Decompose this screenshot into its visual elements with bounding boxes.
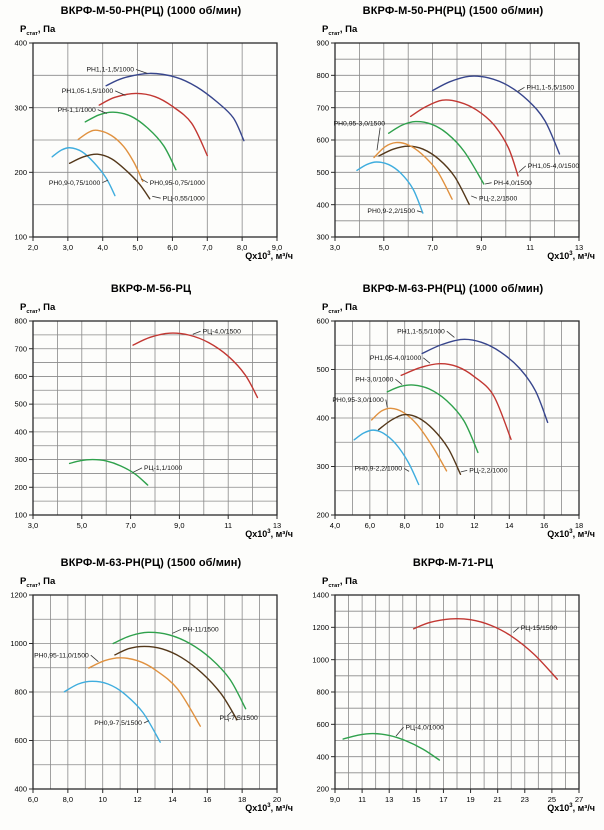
svg-text:РН0,95-3,0/1500: РН0,95-3,0/1500 (333, 120, 386, 128)
svg-text:14: 14 (505, 521, 514, 530)
svg-text:400: 400 (316, 413, 329, 423)
y-axis-label: $Р_{стат}$, Па (322, 576, 358, 589)
svg-text:16: 16 (203, 795, 212, 804)
svg-text:600: 600 (316, 719, 329, 729)
svg-text:300: 300 (316, 462, 329, 472)
chart-title: ВКРФ-М-50-РН(РЦ) (1000 об/мин) (60, 5, 242, 17)
svg-text:10: 10 (435, 521, 444, 530)
y-axis-label: $Р_{стат}$, Па (20, 302, 56, 315)
svg-text:500: 500 (14, 399, 27, 409)
svg-text:18: 18 (574, 521, 584, 530)
x-axis-label: $Qx10^3$, м³/ч (547, 803, 595, 813)
svg-text:1000: 1000 (10, 639, 27, 649)
svg-text:3,0: 3,0 (27, 521, 39, 530)
svg-text:400: 400 (14, 784, 27, 794)
svg-text:РН1,05-4,0/1000: РН1,05-4,0/1000 (369, 355, 422, 363)
svg-text:6,0: 6,0 (364, 521, 376, 530)
svg-text:400: 400 (14, 427, 27, 437)
svg-text:800: 800 (316, 687, 329, 697)
svg-text:23: 23 (520, 795, 529, 804)
x-axis-label: $Qx10^3$, м³/ч (245, 803, 293, 813)
svg-text:РН0,95-3,0/1000: РН0,95-3,0/1000 (332, 396, 384, 404)
chart-canvas-vkrf-m-63-rn-rc-1500 (0, 552, 302, 814)
svg-text:РЦ-1,1/1000: РЦ-1,1/1000 (144, 465, 183, 473)
x-axis-label: $Qx10^3$, м³/ч (547, 529, 595, 539)
svg-text:4,0: 4,0 (97, 243, 108, 252)
svg-text:3,0: 3,0 (62, 243, 74, 252)
chart-canvas-vkrf-m-63-rn-rc-1000 (302, 278, 604, 540)
svg-text:12: 12 (133, 795, 142, 804)
svg-text:9,0: 9,0 (329, 795, 341, 804)
svg-text:25: 25 (547, 795, 557, 804)
svg-text:400: 400 (316, 200, 329, 210)
svg-text:РН-3,0/1000: РН-3,0/1000 (355, 376, 394, 384)
chart-canvas-vkrf-m-71-rc (302, 552, 604, 814)
svg-text:21: 21 (493, 795, 502, 804)
y-axis-label: $Р_{стат}$, Па (322, 302, 358, 315)
svg-text:7,0: 7,0 (202, 243, 213, 252)
svg-text:РЦ-2,2/1500: РЦ-2,2/1500 (478, 195, 518, 203)
svg-text:15: 15 (412, 795, 421, 804)
svg-text:19: 19 (466, 795, 475, 804)
svg-text:200: 200 (14, 482, 27, 492)
svg-text:200: 200 (316, 510, 329, 520)
svg-text:500: 500 (316, 167, 329, 177)
svg-text:11: 11 (224, 521, 233, 530)
svg-text:100: 100 (14, 510, 27, 520)
chart-vkrf-m-63-rn-rc-1500 (0, 552, 302, 830)
svg-text:11: 11 (526, 243, 535, 252)
chart-title: ВКРФ-М-56-РЦ (110, 283, 192, 295)
svg-text:РН0,9-2,2/1500: РН0,9-2,2/1500 (367, 208, 416, 216)
svg-text:7,0: 7,0 (427, 243, 438, 252)
y-axis-label: $Р_{стат}$, Па (20, 24, 56, 37)
svg-text:РН-1,1/1000: РН-1,1/1000 (57, 106, 96, 114)
chart-title: ВКРФ-М-50-РН(РЦ) (1500 об/мин) (362, 5, 544, 17)
x-axis-label: $Qx10^3$, м³/ч (245, 529, 293, 539)
svg-text:6,0: 6,0 (27, 795, 39, 804)
svg-text:РН-11/1500: РН-11/1500 (182, 626, 219, 634)
svg-text:1400: 1400 (312, 590, 329, 600)
chart-title: ВКРФ-М-63-РН(РЦ) (1500 об/мин) (60, 557, 242, 569)
svg-text:2,0: 2,0 (27, 243, 39, 252)
svg-text:7,0: 7,0 (125, 521, 136, 530)
y-axis-label: $Р_{стат}$, Па (20, 576, 56, 589)
svg-text:9,0: 9,0 (174, 521, 185, 530)
svg-text:РЦ-2,2/1000: РЦ-2,2/1000 (469, 467, 508, 475)
svg-text:13: 13 (272, 521, 282, 530)
svg-text:РН1,05-1,5/1000: РН1,05-1,5/1000 (61, 88, 114, 96)
svg-text:5,0: 5,0 (132, 243, 143, 252)
chart-canvas-vkrf-m-56-rc (0, 278, 302, 540)
svg-text:10: 10 (98, 795, 107, 804)
svg-text:13: 13 (574, 243, 584, 252)
svg-text:РН0,95-0,75/1000: РН0,95-0,75/1000 (149, 179, 205, 187)
svg-text:РН-4,0/1500: РН-4,0/1500 (493, 179, 532, 187)
svg-text:РЦ-0,55/1000: РЦ-0,55/1000 (162, 195, 205, 203)
svg-text:600: 600 (14, 372, 27, 382)
svg-text:800: 800 (316, 70, 329, 80)
svg-text:700: 700 (14, 344, 27, 354)
svg-text:300: 300 (14, 455, 27, 465)
svg-text:РН1,1-5,5/1500: РН1,1-5,5/1500 (526, 84, 575, 92)
chart-vkrf-m-63-rn-rc-1000 (302, 278, 604, 552)
svg-text:200: 200 (316, 784, 329, 794)
svg-text:3,0: 3,0 (329, 243, 341, 252)
svg-text:400: 400 (316, 752, 329, 762)
svg-text:9,0: 9,0 (271, 243, 283, 252)
svg-text:РН1,1-1,5/1000: РН1,1-1,5/1000 (86, 66, 135, 74)
svg-text:16: 16 (539, 521, 549, 530)
svg-text:800: 800 (14, 316, 27, 326)
svg-text:РН0,9-0,75/1000: РН0,9-0,75/1000 (48, 179, 101, 187)
svg-text:200: 200 (14, 167, 27, 177)
svg-text:5,0: 5,0 (378, 243, 390, 252)
svg-text:6,0: 6,0 (167, 243, 178, 252)
svg-text:РЦ-4,0/1500: РЦ-4,0/1500 (202, 328, 241, 336)
chart-canvas-vkrf-m-50-rn-rc-1000 (0, 0, 302, 262)
svg-text:4,0: 4,0 (329, 521, 341, 530)
svg-text:РЦ-7,5/1500: РЦ-7,5/1500 (219, 715, 258, 723)
svg-text:5,0: 5,0 (76, 521, 88, 530)
svg-text:11: 11 (358, 795, 367, 804)
svg-text:300: 300 (316, 232, 329, 242)
svg-text:700: 700 (316, 103, 329, 113)
svg-text:9,0: 9,0 (476, 243, 487, 252)
svg-text:600: 600 (316, 135, 329, 145)
svg-text:1200: 1200 (312, 622, 329, 632)
svg-text:РН1,1-5,5/1000: РН1,1-5,5/1000 (397, 328, 445, 336)
svg-text:РЦ-4,0/1000: РЦ-4,0/1000 (405, 724, 444, 732)
svg-text:РЦ-15/1500: РЦ-15/1500 (520, 624, 558, 632)
svg-text:500: 500 (316, 365, 329, 375)
svg-text:20: 20 (272, 795, 282, 804)
chart-vkrf-m-50-rn-rc-1000 (0, 0, 302, 278)
svg-text:400: 400 (14, 38, 27, 48)
y-axis-label: $Р_{стат}$, Па (322, 24, 358, 37)
svg-text:300: 300 (14, 103, 27, 113)
svg-text:17: 17 (439, 795, 448, 804)
svg-text:8,0: 8,0 (236, 243, 248, 252)
x-axis-label: $Qx10^3$, м³/ч (547, 251, 595, 261)
svg-text:600: 600 (14, 736, 27, 746)
svg-text:900: 900 (316, 38, 329, 48)
svg-text:800: 800 (14, 687, 27, 697)
svg-text:8,0: 8,0 (399, 521, 410, 530)
chart-canvas-vkrf-m-50-rn-rc-1500 (302, 0, 604, 262)
chart-vkrf-m-56-rc (0, 278, 302, 552)
x-axis-label: $Qx10^3$, м³/ч (245, 251, 293, 261)
svg-text:12: 12 (470, 521, 479, 530)
chart-vkrf-m-50-rn-rc-1500 (302, 0, 604, 278)
svg-text:РН0,9-2,2/1000: РН0,9-2,2/1000 (354, 465, 403, 473)
chart-title: ВКРФ-М-63-РН(РЦ) (1000 об/мин) (362, 283, 544, 295)
svg-text:27: 27 (574, 795, 584, 804)
svg-text:18: 18 (237, 795, 247, 804)
chart-vkrf-m-71-rc (302, 552, 604, 830)
chart-title: ВКРФ-М-71-РЦ (412, 557, 494, 569)
svg-text:13: 13 (385, 795, 394, 804)
svg-text:100: 100 (14, 232, 27, 242)
svg-text:14: 14 (168, 795, 177, 804)
svg-text:1000: 1000 (312, 655, 329, 665)
svg-text:РН0,9-7,5/1500: РН0,9-7,5/1500 (94, 720, 142, 728)
svg-text:РН1,05-4,0/1500: РН1,05-4,0/1500 (527, 163, 580, 171)
svg-text:8,0: 8,0 (62, 795, 74, 804)
svg-text:РН0,95-11,0/1500: РН0,95-11,0/1500 (34, 652, 89, 660)
svg-text:1200: 1200 (10, 590, 27, 600)
svg-text:600: 600 (316, 316, 329, 326)
